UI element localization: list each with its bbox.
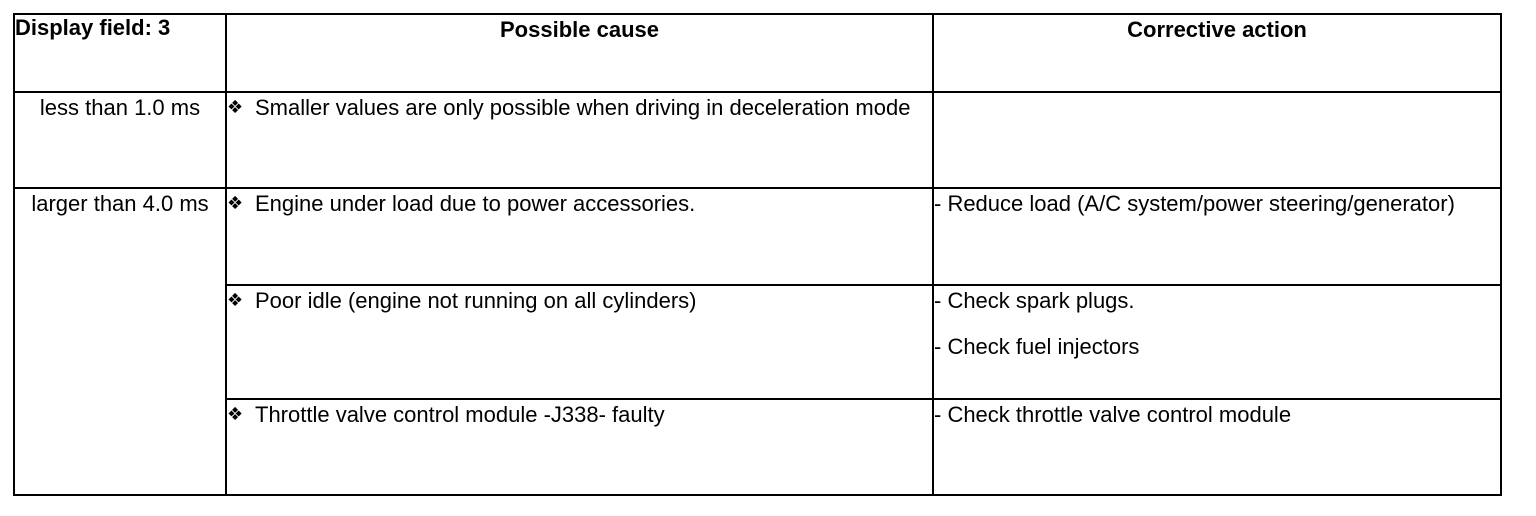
cause-cell	[226, 188, 933, 285]
action-text: - Check fuel injectors	[934, 334, 1140, 359]
diamond-bullet-icon: ❖	[227, 193, 244, 213]
cause-cell	[226, 399, 933, 495]
cause-text: Engine under load due to power accessories.	[255, 191, 696, 216]
action-cell	[933, 188, 1501, 285]
action-cell	[933, 399, 1501, 495]
cause-text: Smaller values are only possible when driving in deceleration mode	[255, 95, 911, 120]
header-corrective-action: Corrective action	[933, 14, 1501, 92]
table-row	[14, 92, 1501, 188]
header-row	[14, 14, 1501, 92]
cause-text: Poor idle (engine not running on all cylinders)	[255, 288, 697, 313]
diagnostic-table	[13, 13, 1502, 496]
action-cell	[933, 285, 1501, 399]
header-display-field: Display field: 3	[14, 14, 226, 92]
diamond-bullet-icon: ❖	[227, 290, 244, 310]
diamond-bullet-icon: ❖	[227, 97, 244, 117]
range-cell: less than 1.0 ms	[14, 92, 226, 188]
action-text: - Reduce load (A/C system/power steering/generator)	[934, 191, 1455, 216]
action-cell	[933, 92, 1501, 188]
action-text: - Check throttle valve control module	[934, 402, 1292, 427]
cause-cell	[226, 285, 933, 399]
cause-cell	[226, 92, 933, 188]
table-row	[14, 285, 1501, 399]
diamond-bullet-icon: ❖	[227, 404, 244, 424]
table-row	[14, 399, 1501, 495]
table-row	[14, 188, 1501, 285]
range-cell: larger than 4.0 ms	[14, 188, 226, 495]
header-possible-cause: Possible cause	[226, 14, 933, 92]
cause-text: Throttle valve control module -J338- faulty	[255, 402, 665, 427]
action-text: - Check spark plugs.	[934, 288, 1135, 313]
